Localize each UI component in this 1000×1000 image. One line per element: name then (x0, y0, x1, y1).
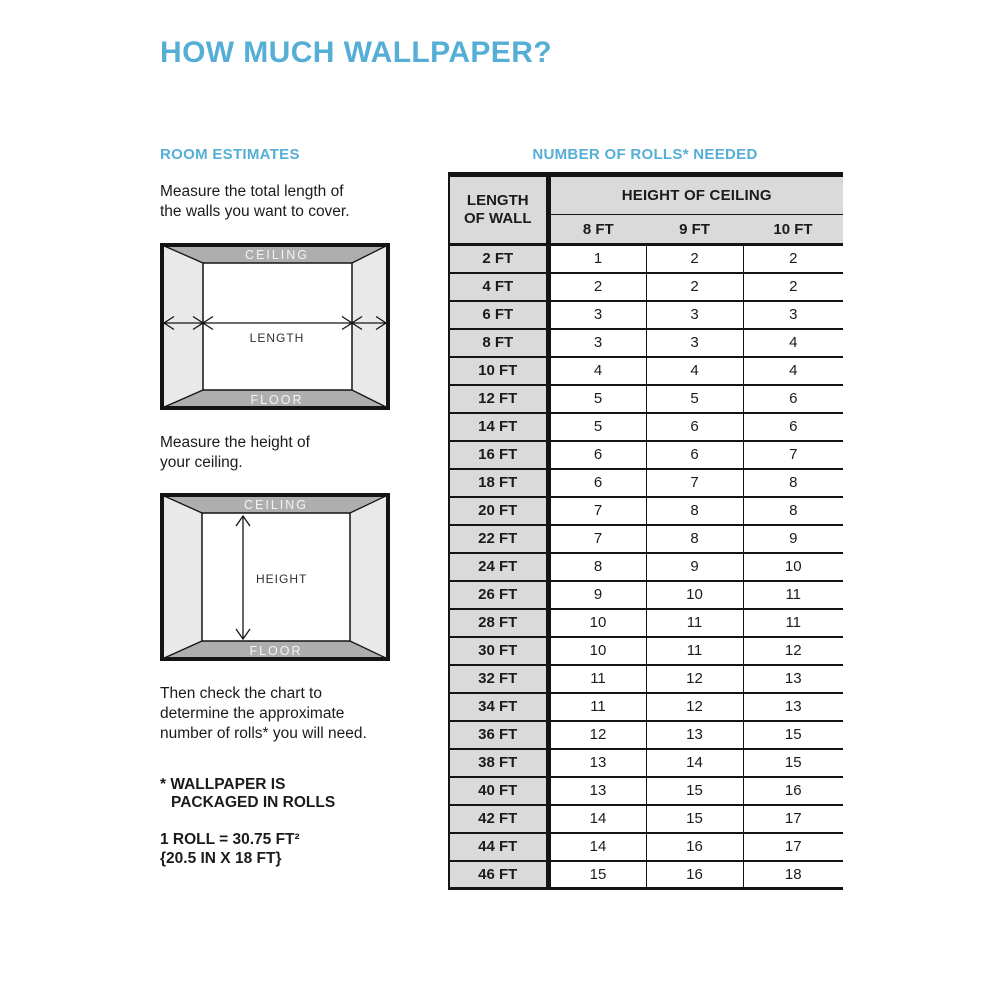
rolls-value-cell: 16 (646, 833, 743, 861)
rolls-value-cell: 7 (646, 469, 743, 497)
rolls-value-cell: 8 (646, 525, 743, 553)
table-row (449, 693, 843, 721)
rolls-value-cell: 8 (743, 497, 843, 525)
text-line: Then check the chart to (160, 685, 322, 702)
floor-label: FLOOR (249, 644, 303, 658)
table-row (449, 273, 843, 301)
table-row (449, 749, 843, 777)
text-line: number of rolls* you will need. (160, 725, 367, 742)
rolls-needed-heading: NUMBER OF ROLLS* NEEDED (532, 146, 758, 163)
rolls-value-cell: 12 (646, 693, 743, 721)
table-row (449, 413, 843, 441)
text-line: Measure the height of (160, 434, 310, 451)
rolls-value-cell: 11 (548, 665, 646, 693)
rolls-value-cell: 4 (646, 357, 743, 385)
floor-label: FLOOR (250, 393, 304, 407)
rolls-value-cell: 11 (646, 637, 743, 665)
rolls-value-cell: 4 (743, 329, 843, 357)
rolls-value-cell: 3 (646, 329, 743, 357)
rolls-value-cell: 4 (548, 357, 646, 385)
rolls-value-cell: 6 (548, 469, 646, 497)
rolls-value-cell: 12 (646, 665, 743, 693)
wall-length-cell: 4 FT (449, 273, 548, 301)
table-header-row (449, 175, 843, 215)
rolls-value-cell: 13 (743, 693, 843, 721)
rolls-table-container (448, 172, 843, 890)
rolls-value-cell: 6 (743, 413, 843, 441)
height-of-ceiling-header: HEIGHT OF CEILING (548, 175, 843, 215)
wall-length-cell: 20 FT (449, 497, 548, 525)
wall-length-cell: 26 FT (449, 581, 548, 609)
rolls-value-cell: 6 (743, 385, 843, 413)
wall-length-cell: 16 FT (449, 441, 548, 469)
rolls-value-cell: 16 (743, 777, 843, 805)
col-header-8ft: 8 FT (548, 215, 646, 245)
rolls-value-cell: 4 (743, 357, 843, 385)
rolls-value-cell: 15 (646, 805, 743, 833)
table-row (449, 637, 843, 665)
rolls-value-cell: 8 (646, 497, 743, 525)
length-measure-label: LENGTH (249, 331, 305, 345)
rolls-value-cell: 3 (646, 301, 743, 329)
rolls-value-cell: 12 (743, 637, 843, 665)
left-wall-surface (162, 495, 202, 659)
rolls-value-cell: 16 (646, 861, 743, 889)
rolls-value-cell: 11 (743, 609, 843, 637)
rolls-value-cell: 15 (743, 749, 843, 777)
back-wall (203, 263, 352, 390)
wall-length-cell: 14 FT (449, 413, 548, 441)
text-line: {20.5 IN X 18 FT} (160, 849, 282, 867)
rolls-value-cell: 9 (548, 581, 646, 609)
room-height-diagram (160, 493, 390, 661)
rolls-value-cell: 13 (548, 777, 646, 805)
wall-length-cell: 30 FT (449, 637, 548, 665)
roll-size-info (160, 831, 300, 868)
text-line: Measure the total length of (160, 183, 344, 200)
rolls-value-cell: 5 (548, 385, 646, 413)
table-row (449, 581, 843, 609)
check-chart-instruction (160, 684, 367, 744)
rolls-value-cell: 7 (743, 441, 843, 469)
ceiling-label: CEILING (244, 248, 310, 262)
rolls-value-cell: 2 (646, 273, 743, 301)
wall-length-cell: 38 FT (449, 749, 548, 777)
text-line: the walls you want to cover. (160, 203, 350, 220)
rolls-value-cell: 18 (743, 861, 843, 889)
wall-length-cell: 32 FT (449, 665, 548, 693)
wall-length-cell: 10 FT (449, 357, 548, 385)
rolls-value-cell: 9 (646, 553, 743, 581)
col-header-9ft: 9 FT (646, 215, 743, 245)
rolls-value-cell: 8 (743, 469, 843, 497)
rolls-value-cell: 2 (646, 245, 743, 273)
rolls-table-body (449, 245, 843, 889)
rolls-value-cell: 8 (548, 553, 646, 581)
rolls-value-cell: 7 (548, 497, 646, 525)
col-header-10ft: 10 FT (743, 215, 843, 245)
wall-length-cell: 8 FT (449, 329, 548, 357)
table-row (449, 245, 843, 273)
rolls-value-cell: 14 (548, 805, 646, 833)
text-line: LENGTH (466, 192, 529, 209)
rolls-value-cell: 11 (743, 581, 843, 609)
rolls-value-cell: 10 (548, 609, 646, 637)
table-row (449, 385, 843, 413)
table-row (449, 441, 843, 469)
rolls-value-cell: 6 (646, 413, 743, 441)
room-estimates-heading: ROOM ESTIMATES (160, 146, 300, 163)
rolls-value-cell: 2 (743, 273, 843, 301)
wall-length-cell: 12 FT (449, 385, 548, 413)
table-row (449, 861, 843, 889)
wall-length-cell: 36 FT (449, 721, 548, 749)
rolls-value-cell: 14 (548, 833, 646, 861)
rolls-value-cell: 13 (743, 665, 843, 693)
wall-length-cell: 44 FT (449, 833, 548, 861)
table-row (449, 329, 843, 357)
measure-length-instruction (160, 182, 350, 222)
table-row (449, 833, 843, 861)
wall-length-cell: 2 FT (449, 245, 548, 273)
height-measure-label: HEIGHT (256, 572, 308, 586)
rolls-value-cell: 13 (548, 749, 646, 777)
room-length-diagram-svg (160, 243, 390, 410)
rolls-value-cell: 2 (548, 273, 646, 301)
rolls-value-cell: 5 (548, 413, 646, 441)
right-wall-surface (350, 495, 388, 659)
table-row (449, 525, 843, 553)
rolls-value-cell: 3 (548, 329, 646, 357)
rolls-value-cell: 6 (548, 441, 646, 469)
table-row (449, 609, 843, 637)
rolls-value-cell: 3 (548, 301, 646, 329)
rolls-value-cell: 11 (646, 609, 743, 637)
rolls-value-cell: 10 (743, 553, 843, 581)
rolls-value-cell: 2 (743, 245, 843, 273)
rolls-value-cell: 6 (646, 441, 743, 469)
wall-length-cell: 40 FT (449, 777, 548, 805)
rolls-value-cell: 13 (646, 721, 743, 749)
rolls-value-cell: 17 (743, 833, 843, 861)
rolls-value-cell: 3 (743, 301, 843, 329)
rolls-value-cell: 15 (646, 777, 743, 805)
rolls-table (448, 172, 843, 890)
rolls-value-cell: 12 (548, 721, 646, 749)
rolls-table-head (449, 175, 843, 245)
rolls-value-cell: 14 (646, 749, 743, 777)
rolls-footnote (160, 776, 335, 812)
table-row (449, 469, 843, 497)
table-row (449, 721, 843, 749)
rolls-value-cell: 17 (743, 805, 843, 833)
room-height-diagram-svg (160, 493, 390, 661)
wall-length-cell: 22 FT (449, 525, 548, 553)
ceiling-label: CEILING (243, 498, 309, 512)
rolls-value-cell: 5 (646, 385, 743, 413)
table-row (449, 553, 843, 581)
table-row (449, 777, 843, 805)
measure-height-instruction (160, 433, 310, 473)
text-line: determine the approximate (160, 705, 345, 722)
wall-length-cell: 42 FT (449, 805, 548, 833)
rolls-value-cell: 9 (743, 525, 843, 553)
table-row (449, 665, 843, 693)
rolls-value-cell: 10 (548, 637, 646, 665)
room-length-diagram (160, 243, 390, 410)
wall-length-cell: 6 FT (449, 301, 548, 329)
table-row (449, 805, 843, 833)
page-title: HOW MUCH WALLPAPER? (160, 36, 553, 69)
text-line: PACKAGED IN ROLLS (171, 794, 336, 811)
rolls-value-cell: 15 (743, 721, 843, 749)
rolls-value-cell: 10 (646, 581, 743, 609)
table-row (449, 357, 843, 385)
text-line: * WALLPAPER IS (160, 776, 286, 793)
table-row (449, 497, 843, 525)
rolls-value-cell: 1 (548, 245, 646, 273)
wall-length-cell: 46 FT (449, 861, 548, 889)
text-line: OF WALL (464, 210, 532, 227)
wall-length-cell: 18 FT (449, 469, 548, 497)
rolls-value-cell: 11 (548, 693, 646, 721)
rolls-value-cell: 15 (548, 861, 646, 889)
text-line: your ceiling. (160, 454, 243, 471)
text-line: 1 ROLL = 30.75 FT² (160, 831, 300, 848)
wall-length-cell: 24 FT (449, 553, 548, 581)
rolls-value-cell: 7 (548, 525, 646, 553)
table-row (449, 301, 843, 329)
wall-length-cell: 34 FT (449, 693, 548, 721)
length-of-wall-header (449, 175, 548, 245)
wall-length-cell: 28 FT (449, 609, 548, 637)
